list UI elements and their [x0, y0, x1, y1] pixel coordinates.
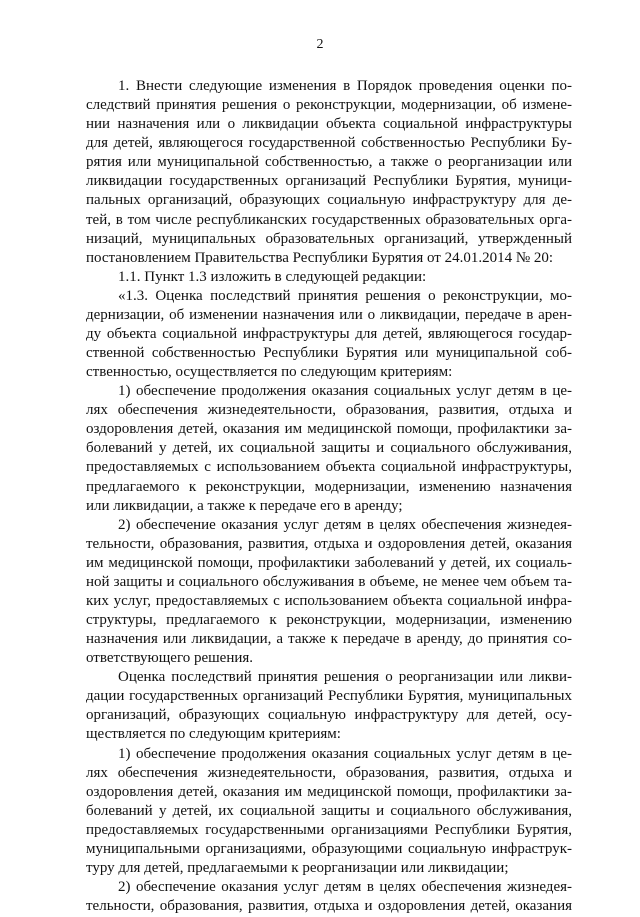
text-line: следствий принятия решения о реконструкции, модернизации, об измене- — [86, 97, 572, 114]
text-line: туру для детей, предлагаемыми к реорганизации или ликвидации; — [86, 859, 509, 876]
text-line: болеваний у детей, их социальной защиты и социального обслуживания, — [86, 440, 572, 457]
text-line: или ликвидации, а также к передаче его в аренду; — [86, 497, 403, 514]
text-line: для детей, являющегося государственной собственностью Республики Бу- — [86, 135, 572, 152]
page-number: 2 — [316, 37, 324, 52]
text-line: лях обеспечения жизнедеятельности, образования, развития, отдыха и — [86, 764, 572, 781]
text-line: ликвидации государственных организаций Республики Бурятия, муници- — [86, 173, 572, 190]
text-line: дернизации, об изменении назначения или о ликвидации, передаче в арен- — [86, 306, 572, 323]
text-line: «1.3. Оценка последствий принятия решения о реконструкции, мо- — [118, 287, 572, 304]
text-line: предлагаемого к реконструкции, модернизации, изменению назначения — [86, 478, 572, 495]
text-line: оздоровления детей, оказания им медицинской помощи, профилактики за- — [86, 783, 572, 800]
text-line: 1) обеспечение продолжения оказания социальных услуг детям в це- — [118, 745, 572, 762]
text-line: ной защиты и социального обслуживания в объеме, не менее чем объем та- — [86, 573, 572, 590]
text-line: тельности, образования, развития, отдыха и оздоровления детей, оказания — [86, 535, 572, 552]
text-line: пальных организаций, образующих социальную инфраструктуру для де- — [86, 192, 572, 209]
text-line: 1) обеспечение продолжения оказания социальных услуг детям в це- — [118, 383, 572, 400]
text-line: болеваний у детей, их социальной защиты и социального обслуживания, — [86, 802, 572, 819]
text-line: лях обеспечения жизнедеятельности, образования, развития, отдыха и — [86, 402, 572, 419]
text-line: рятия или муниципальной собственностью, а также о реорганизации или — [86, 154, 572, 171]
text-line: 2) обеспечение оказания услуг детям в целях обеспечения жизнедея- — [118, 516, 572, 533]
text-line: тей, в том числе республиканских государственных образовательных орга- — [86, 211, 572, 228]
text-line: ственностью, осуществляется по следующим критериям: — [86, 364, 453, 381]
text-line: ществляется по следующим критериям: — [86, 726, 341, 743]
text-line: 1. Внести следующие изменения в Порядок проведения оценки по- — [118, 78, 572, 94]
text-line: предоставляемых с использованием объекта социальной инфраструктуры, — [86, 459, 572, 476]
text-line: тельности, образования, развития, отдыха и оздоровления детей, оказания — [86, 898, 572, 914]
text-line: оздоровления детей, оказания им медицинской помощи, профилактики за- — [86, 421, 572, 438]
text-line: нии назначения или о ликвидации объекта социальной инфраструктуры — [86, 116, 572, 133]
text-line: организаций, образующих социальную инфраструктуру для детей, осу- — [86, 707, 572, 724]
text-line: предоставляемых государственными организациями Республики Бурятия, — [86, 821, 572, 838]
text-line: дации государственных организаций Республики Бурятия, муниципальных — [86, 688, 572, 705]
text-line: ду объекта социальной инфраструктуры для детей, являющегося государ- — [86, 325, 572, 342]
text-line: ких услуг, предоставляемых с использованием объекта социальной инфра- — [86, 592, 572, 609]
text-line: 2) обеспечение оказания услуг детям в целях обеспечения жизнедея- — [118, 878, 572, 895]
text-line: низаций, муниципальных образовательных организаций, утвержденный — [86, 230, 572, 247]
text-line: муниципальными организациями, образующими социальную инфраструк- — [86, 840, 572, 857]
text-line: Оценка последствий принятия решения о реорганизации или ликви- — [118, 669, 572, 686]
text-line: им медицинской помощи, профилактики заболеваний у детей, их социаль- — [86, 554, 572, 571]
text-line: 1.1. Пункт 1.3 изложить в следующей редакции: — [118, 268, 427, 285]
text-line: постановлением Правительства Республики Бурятия от 24.01.2014 № 20: — [86, 249, 554, 266]
text-line: ственной собственностью Республики Бурятия или муниципальной соб- — [86, 345, 572, 361]
text-line: назначения или ликвидации, а также к передаче в аренду, до принятия со- — [86, 631, 572, 647]
text-line: ответствующего решения. — [86, 650, 254, 667]
text-line: структуры, предлагаемого к реконструкции, модернизации, изменению — [86, 612, 572, 628]
